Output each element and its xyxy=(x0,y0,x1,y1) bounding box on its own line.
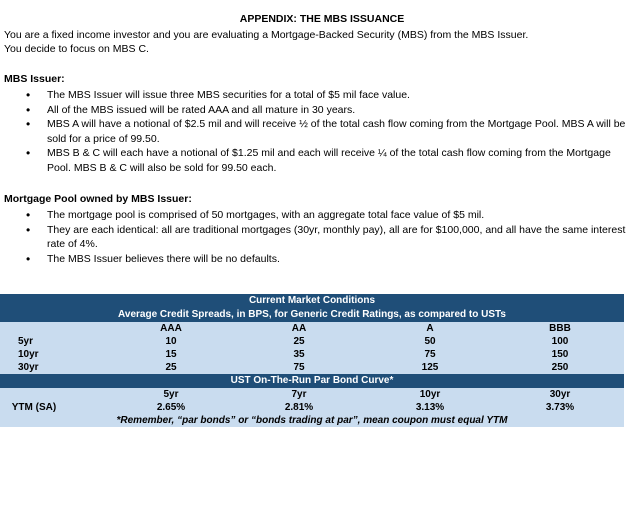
curve-tenor: 5yr xyxy=(163,389,179,400)
ytm-cell: 3.13% xyxy=(415,402,445,413)
list-item: • The MBS Issuer will issue three MBS securities for a total of $5 mil face value. xyxy=(0,88,630,103)
list-item: • The MBS Issuer believes there will be no defaults. xyxy=(0,252,630,267)
curve-tenor: 7yr xyxy=(291,389,307,400)
spread-cell: 25 xyxy=(293,336,305,347)
spread-cell: 250 xyxy=(551,362,569,373)
ytm-cell: 2.81% xyxy=(284,402,314,413)
curve-title: UST On-The-Run Par Bond Curve* xyxy=(0,374,624,388)
ytm-cell: 2.65% xyxy=(156,402,186,413)
issuer-heading: MBS Issuer: xyxy=(4,73,65,85)
market-title: Current Market Conditions xyxy=(0,294,624,308)
market-conditions-table xyxy=(0,294,624,427)
spread-cell: 150 xyxy=(551,349,569,360)
table-row xyxy=(0,361,624,374)
spread-cell: 10 xyxy=(165,336,177,347)
pool-bullet-list xyxy=(0,208,630,266)
tenor-label: 30yr xyxy=(18,362,39,373)
tenor-label: 5yr xyxy=(18,336,34,347)
spread-cell: 100 xyxy=(551,336,569,347)
curve-tenor: 10yr xyxy=(419,389,441,400)
par-bond-note: *Remember, “par bonds” or “bonds trading at par”, mean coupon must equal YTM xyxy=(0,414,624,427)
list-item: • All of the MBS issued will be rated AAA and all mature in 30 years. xyxy=(0,103,630,118)
page-title: APPENDIX: THE MBS ISSUANCE xyxy=(239,13,405,25)
spread-cell: 75 xyxy=(293,362,305,373)
intro-line-2: You decide to focus on MBS C. xyxy=(4,43,149,55)
list-item: • MBS A will have a notional of $2.5 mil and will receive ½ of the total cash flow coming from the Mortgage Pool. MBS A will be sold for a price of 99.50. xyxy=(0,117,630,146)
intro-line-1: You are a fixed income investor and you are evaluating a Mortgage-Backed Security (MBS) from the MBS Issuer. xyxy=(4,29,529,41)
spread-cell: 75 xyxy=(424,349,436,360)
rating-header: BBB xyxy=(549,323,571,334)
pool-heading: Mortgage Pool owned by MBS Issuer: xyxy=(4,193,192,205)
ytm-cell: 3.73% xyxy=(545,402,575,413)
spread-subtitle: Average Credit Spreads, in BPS, for Generic Credit Ratings, as compared to USTs xyxy=(0,308,624,322)
spread-cell: 50 xyxy=(424,336,436,347)
curve-value-row xyxy=(0,401,624,414)
table-row xyxy=(0,335,624,348)
ratings-header-row xyxy=(0,322,624,335)
list-item: • The mortgage pool is comprised of 50 mortgages, with an aggregate total face value of $5 mil. xyxy=(0,208,630,223)
curve-tenor: 30yr xyxy=(549,389,571,400)
issuer-bullet-list xyxy=(0,88,630,175)
spread-cell: 25 xyxy=(165,362,177,373)
rating-header: A xyxy=(426,323,434,334)
ytm-label: YTM (SA) xyxy=(11,402,57,413)
rating-header: AAA xyxy=(160,323,182,334)
rating-header: AA xyxy=(291,323,307,334)
spread-cell: 35 xyxy=(293,349,305,360)
curve-tenor-row xyxy=(0,388,624,401)
spread-cell: 125 xyxy=(421,362,439,373)
list-item: • They are each identical: all are traditional mortgages (30yr, monthly pay), all are for $100,000, and all have the same interest rate of 4%. xyxy=(0,223,630,252)
table-row xyxy=(0,348,624,361)
tenor-label: 10yr xyxy=(18,349,39,360)
spread-cell: 15 xyxy=(165,349,177,360)
list-item: • MBS B & C will each have a notional of $1.25 mil and each will receive ¼ of the total cash flow coming from the Mortgage Pool. MBS B & C will also be sold for 99.50 each. xyxy=(0,146,630,175)
